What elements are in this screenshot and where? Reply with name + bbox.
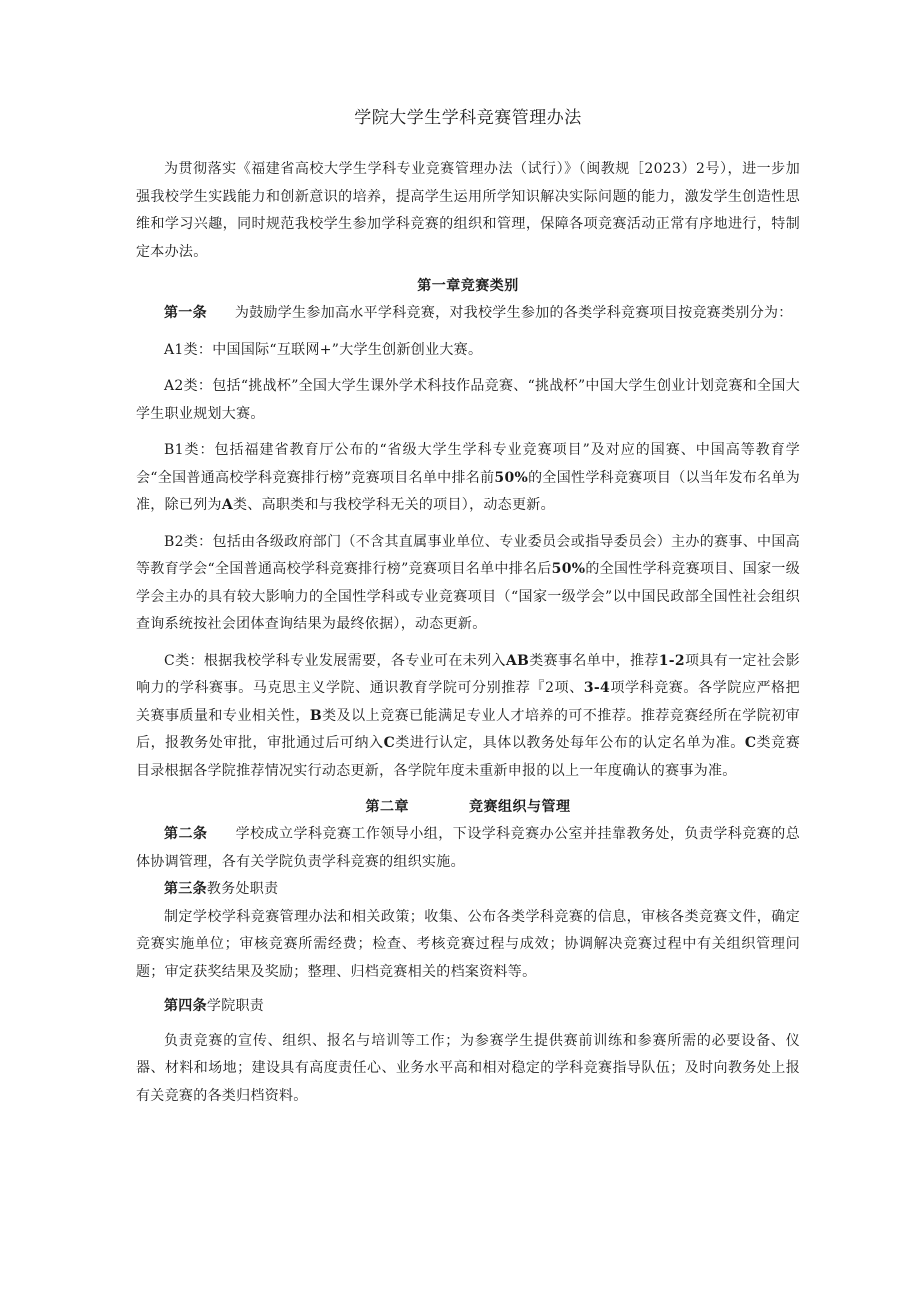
category-c-range-2: 3-4 [583,680,611,696]
preamble-paragraph: 为贯彻落实《福建省高校大学生学科专业竞赛管理办法（试行）》（闽教规［2023）2号），进一步加强我校学生实践能力和创新意识的培养，提高学生运用所学知识解决实际问题的能力，激发学生创造性思维和学习兴趣，同时规范我校学生参加学科竞赛的组织和管理，保障各项竞赛活动正常有序地进行，特制定本办法。 [136,161,800,260]
chapter-2-title: 竞赛组织与管理 [469,799,571,815]
chapter-1-heading: 第一章竞赛类别 [417,278,519,294]
category-b2-paragraph [136,529,800,639]
category-c-text-5: 类及以上竞赛已能满足专业人才培养的可不推荐。推荐竞赛经所在学院初审后，报教务处审批，审批通过后可纳入 [136,707,800,751]
category-c-text-4: 项学科竞赛。各学院应严格把关赛事质量和专业相关性， [136,680,800,724]
article-1-paragraph [136,300,800,328]
article-4-heading [136,993,800,1021]
category-c-text-6: 类进行认定，具体以教务处每年公布的认定名单为准。 [395,735,745,751]
category-c-text-3: 项具有一定社会影响力的学科赛事。马克思主义学院、通识教育学院可分别推荐『2项、 [136,652,800,696]
article-2-paragraph [136,821,800,876]
article-2-label: 第二条 [164,826,208,842]
category-c-paragraph [136,648,800,786]
category-b1-paragraph [136,437,800,520]
chapter-2-number: 第二章 [365,799,409,815]
category-b2-text-2: 的全国性学科竞赛项目、国家一级学会主办的具有较大影响力的全国性学科或专业竞赛项目（“国家一级学会”以中国民政部全国性社会组织查询系统按社会团体查询结果为最终依据），动态更新。 [136,561,801,632]
category-b2-percent: 50% [551,561,586,577]
category-c-text: 根据我校学科专业发展需要，各专业可在未列入 [203,652,506,669]
category-a2-label: A2类： [164,378,213,394]
category-a1-text: 中国国际“互联网+”大学生创新创业大赛。 [212,341,483,358]
category-c-text-7: 类竞赛目录根据各学院推荐情况实行动态更新，各学院年度未重新申报的以上一年度确认的赛事为准。 [136,735,800,779]
category-c-c-mark-2: C [744,735,757,751]
article-3-label: 第三条 [164,881,207,897]
category-c-ab-mark: AB [505,652,530,669]
article-3-heading [136,876,800,904]
article-2-text: 学校成立学科竞赛工作领导小组，下设学科竞赛办公室并挂靠教务处，负责学科竞赛的总体协调管理，各有关学院负责学科竞赛的组织实施。 [136,826,800,870]
category-c-range-1: 1-2 [658,652,685,669]
article-4-label: 第四条 [164,998,207,1014]
article-1-label: 第一条 [164,305,207,321]
article-3-title: 教务处职责 [206,881,279,897]
category-b1-percent: 50% [494,469,529,486]
category-b1-text-2: 的全国性学科竞赛项目（以当年发布名单为准，除已列为 [136,469,800,513]
document-title: 学院大学生学科竞赛管理办法 [354,108,582,128]
category-c-text-2: 类赛事名单中，推荐 [529,652,659,669]
category-b2-label: B2类： [164,533,213,550]
category-b1-a-mark: A [221,497,233,513]
category-a1-paragraph [136,337,800,365]
category-b2-text: 包括由各级政府部门（不含其直属事业单位、专业委员会或指导委员会）主办的赛事、中国高等教育学会“全国普通高校学科竞赛排行榜”竞赛项目名单中排名后 [136,533,800,577]
article-4-paragraph: 负责竞赛的宣传、组织、报名与培训等工作；为参赛学生提供赛前训练和参赛所需的必要设备、仪器、材料和场地；建设具有高度责任心、业务水平高和相对稳定的学科竞赛指导队伍；及时向教务处上报有关竞赛的各类归档资料。 [136,1032,800,1104]
category-c-b-mark: B [309,707,322,724]
category-a1-label: A1类： [164,341,213,358]
article-1-text: 为鼓励学生参加高水平学科竞赛，对我校学生参加的各类学科竞赛项目按竞赛类别分为： [234,305,793,321]
category-b1-text-3: 类、高职类和与我校学科无关的项目），动态更新。 [232,497,555,513]
chapter-2-heading [136,794,800,821]
category-a2-paragraph [136,373,800,428]
article-3-paragraph: 制定学校学科竞赛管理办法和相关政策；收集、公布各类学科竞赛的信息，审核各类竞赛文件，确定竞赛实施单位；审核竞赛所需经费；检查、考核竞赛过程与成效；协调解决竞赛过程中有关组织管理问题；审定获奖结果及奖励；整理、归档竞赛相关的档案资料等。 [136,908,800,980]
category-c-c-mark: C [383,735,396,751]
category-b1-label: B1类： [164,442,215,458]
category-a2-text: 包括“挑战杯”全国大学生课外学术科技作品竞赛、“挑战杯”中国大学生创业计划竞赛和全国大学生职业规划大赛。 [136,378,800,422]
article-4-title: 学院职责 [206,998,265,1014]
category-c-label: C类： [164,652,204,669]
category-b1-text: 包括福建省教育厅公布的“省级大学生学科专业竞赛项目”及对应的国赛、中国高等教育学会“全国普通高校学科竞赛排行榜”竞赛项目名单中排名前 [136,442,801,486]
